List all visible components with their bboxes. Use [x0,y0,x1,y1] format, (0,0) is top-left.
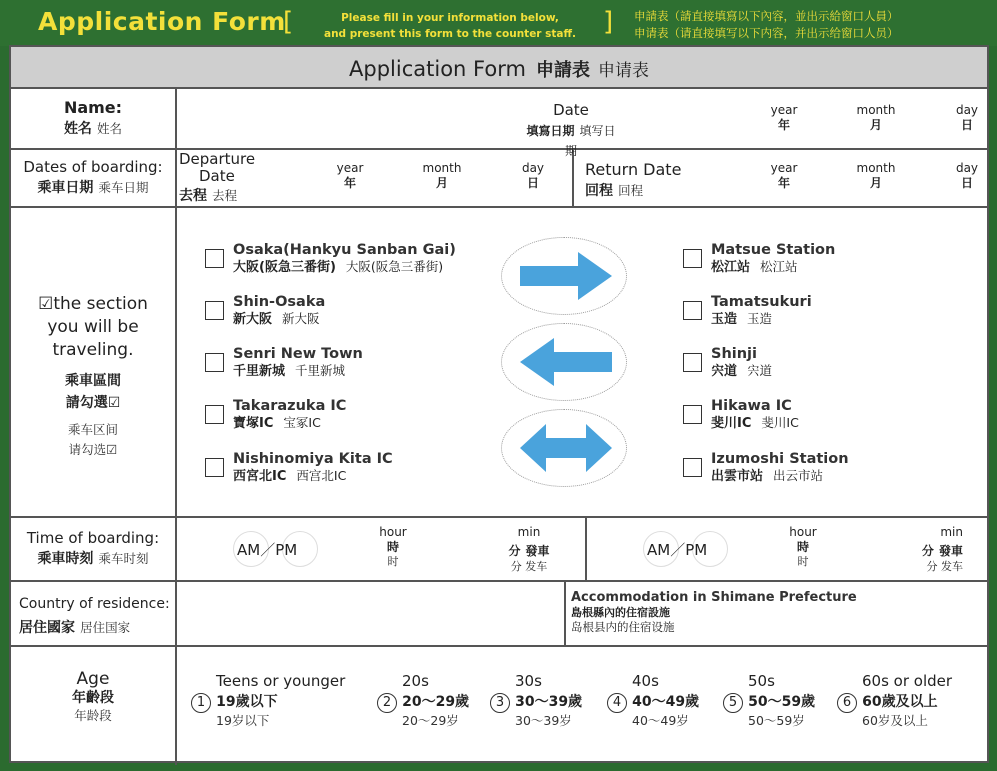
hour-label-zh-simp: 时 [387,555,399,568]
year-label-zh: 年 [777,176,790,190]
date-label-zh-trad: 填寫日期 [526,123,575,138]
route-zh-simp: 斐川IC [761,415,799,431]
return-zh-trad: 回程 [585,183,613,199]
hour-label: hour [379,525,407,539]
checkbox-izumoshi[interactable] [683,458,702,477]
return-day[interactable] [949,161,985,191]
return-min[interactable] [913,525,963,574]
bracket-right: ] [603,7,614,37]
route-zh-simp: 大阪(阪急三番街) [345,259,444,275]
age-label [11,669,175,723]
boarding-dates-label [11,158,175,197]
boarding-dates-zh-trad: 乘車日期 [37,179,94,196]
divider [11,645,987,647]
age-option-5[interactable] [723,672,833,728]
age-option-3[interactable] [490,672,600,728]
route-zh-trad: 松江站 [711,260,751,276]
route-matsue [711,241,835,276]
year-label: year [770,161,798,175]
route-nishinomiya [233,450,393,485]
checkbox-shin-osaka[interactable] [205,301,224,320]
instructions-zh-simp: 申请表（请直接填写以下内容，并出示给窗口人员） [634,26,899,40]
age-option-zh-simp: 20～29岁 [402,712,459,728]
route-zh-trad: 斐川IC [711,416,752,432]
checkbox-takarazuka[interactable] [205,405,224,424]
return-year[interactable] [759,161,809,191]
age-option-number: 5 [723,693,743,713]
year-label: year [770,103,798,117]
age-option-zh-simp: 19岁以下 [216,712,270,728]
route-zh-trad: 玉造 [711,312,738,328]
arrow-right-icon[interactable] [516,250,616,302]
route-name: Osaka(Hankyu Sanban Gai) [233,242,456,258]
checkbox-tamatsukuri[interactable] [683,301,702,320]
route-name: Matsue Station [711,242,836,258]
age-option-en: Teens or younger [216,672,346,690]
month-label-zh: 月 [869,176,882,190]
section-zh-simp2: 请勾选☑ [68,442,118,457]
age-option-zh-trad: 19歲以下 [216,693,278,710]
checkbox-senri[interactable] [205,353,224,372]
year-label: year [336,161,364,175]
instructions-zh-trad: 申請表（請直接填寫以下內容，並出示給窗口人員） [634,9,899,23]
return-ampm[interactable]: AM／PM [647,541,708,559]
time-en: Time of boarding: [26,529,160,547]
departure-year[interactable] [325,161,375,191]
route-name: Tamatsukuri [711,294,812,310]
section-zh-simp1: 乘车区间 [67,422,118,437]
route-tamatsukuri [711,293,812,328]
age-option-6[interactable] [837,672,987,728]
day-label: day [955,103,979,117]
age-option-zh-trad: 40～49歲 [632,693,700,710]
age-option-en: 20s [402,672,429,690]
country-zh-trad: 居住國家 [19,619,75,636]
accommodation-field[interactable] [566,637,987,645]
age-option-en: 50s [748,672,775,690]
checkbox-shinji[interactable] [683,353,702,372]
departure-zh-simp: 去程 [212,188,238,203]
bracket-left: [ [283,7,294,37]
route-izumoshi [711,450,849,485]
age-option-en: 40s [632,672,659,690]
route-zh-trad: 西宮北IC [233,469,287,485]
age-option-number: 4 [607,693,627,713]
arrow-both-icon[interactable] [516,422,616,474]
route-hikawa [711,397,799,432]
divider [11,148,987,150]
name-field[interactable] [177,91,517,148]
age-option-1[interactable] [191,672,361,728]
date-label [521,101,621,160]
hour-label: hour [789,525,817,539]
return-en: Return Date [585,160,682,179]
date-label-zh-simp: 填写日期 [564,123,616,158]
instructions-line1: Please fill in your information below, [341,12,559,24]
checkbox-hikawa[interactable] [683,405,702,424]
header-instructions-zh [634,8,899,42]
min-label: min [940,525,963,539]
route-zh-simp: 宝冢IC [283,415,321,431]
age-option-zh-simp: 50～59岁 [748,712,805,728]
route-name: Shinji [711,346,757,362]
departure-day[interactable] [515,161,551,191]
age-zh-simp: 年龄段 [74,707,112,723]
section-label [11,293,175,460]
accommodation-label [571,590,871,634]
min-label-zh-b: 發車 [938,544,963,558]
date-day[interactable] [949,103,985,133]
departure-min[interactable] [505,525,553,574]
departure-ampm[interactable]: AM／PM [237,541,298,559]
checkbox-osaka[interactable] [205,249,224,268]
country-label [19,596,175,637]
age-option-2[interactable] [377,672,487,728]
date-label-en: Date [553,101,589,119]
time-zh-simp: 乘车时刻 [98,550,149,566]
route-zh-trad: 千里新城 [233,364,286,380]
route-zh-trad: 新大阪 [233,312,273,328]
age-option-4[interactable] [607,672,717,728]
age-option-zh-trad: 30～39歲 [515,693,583,710]
route-zh-trad: 大阪(阪急三番街) [233,260,336,276]
departure-en2: Date [199,167,235,185]
route-shin-osaka [233,293,325,328]
hour-label-zh-trad: 時 [386,540,399,554]
min-label-zh-a: 分 [921,544,934,558]
name-label-zh-trad: 姓名 [63,121,92,137]
age-option-zh-simp: 60岁及以上 [862,712,928,728]
route-name: Hikawa IC [711,398,792,414]
section-en3: traveling. [52,340,134,360]
route-zh-simp: 新大阪 [282,311,320,327]
year-label-zh: 年 [343,176,356,190]
age-en: Age [76,669,110,689]
name-label-zh-simp: 姓名 [97,121,123,136]
instructions-line2: and present this form to the counter staff. [324,28,576,40]
boarding-dates-en: Dates of boarding: [23,158,163,176]
application-form [9,45,989,763]
age-option-zh-trad: 50～59歲 [748,693,816,710]
return-hour[interactable] [783,525,823,569]
section-en1: ☑the section [38,294,148,314]
min-label-zh-b: 發車 [525,544,550,558]
route-shinji [711,345,772,380]
hour-label-zh-simp: 时 [797,555,809,568]
route-name: Takarazuka IC [233,398,347,414]
age-option-zh-simp: 30～39岁 [515,712,572,728]
day-label-zh: 日 [526,176,539,190]
country-zh-simp: 居住国家 [80,619,131,635]
departure-hour[interactable] [373,525,413,569]
age-option-number: 2 [377,693,397,713]
min-label-zh-simp: 分 发车 [926,560,963,573]
day-label-zh: 日 [960,118,973,132]
min-label-zh-a: 分 [508,544,521,558]
form-title-zh-trad: 申請表 [535,60,590,81]
return-label [585,160,705,201]
departure-month[interactable] [414,161,470,191]
age-option-zh-simp: 40～49岁 [632,712,689,728]
arrow-left-icon[interactable] [516,336,616,388]
hour-label-zh-trad: 時 [796,540,809,554]
time-label [11,529,175,568]
departure-en1: Departure [179,150,256,168]
route-zh-simp: 松江站 [760,259,798,275]
accommodation-zh-simp: 岛根县内的住宿设施 [571,620,675,634]
age-option-zh-trad: 60歲及以上 [862,693,938,710]
divider [11,206,987,208]
return-month[interactable] [848,161,904,191]
route-zh-simp: 西宫北IC [296,468,347,484]
header-title: Application Form [38,7,286,36]
country-field[interactable] [177,582,564,645]
country-en: Country of residence: [19,596,170,612]
route-zh-simp: 千里新城 [295,363,346,379]
route-zh-trad: 出雲市站 [711,469,764,485]
route-senri [233,345,363,380]
route-name: Shin-Osaka [233,294,326,310]
route-name: Senri New Town [233,346,363,362]
header-instructions [297,10,603,42]
section-zh-trad1: 乘車區間 [65,373,121,389]
divider [11,516,987,518]
age-option-number: 3 [490,693,510,713]
name-label [11,98,175,139]
name-label-en: Name: [63,98,123,117]
departure-zh-trad: 去程 [179,188,207,204]
age-option-en: 30s [515,672,542,690]
month-label: month [856,161,896,175]
departure-label [179,151,259,206]
min-label-zh-simp: 分 发车 [510,560,548,573]
route-takarazuka [233,397,346,432]
route-osaka [233,241,456,276]
date-month[interactable] [848,103,904,133]
month-label-zh: 月 [869,118,882,132]
section-en2: you will be [47,317,139,337]
age-option-en: 60s or older [862,672,953,690]
route-name: Nishinomiya Kita IC [233,451,393,467]
month-label: month [422,161,462,175]
route-zh-simp: 玉造 [747,311,773,327]
age-option-zh-trad: 20～29歲 [402,693,470,710]
year-label-zh: 年 [777,118,790,132]
day-label-zh: 日 [960,176,973,190]
month-label-zh: 月 [435,176,448,190]
checkbox-nishinomiya[interactable] [205,458,224,477]
age-option-number: 6 [837,693,857,713]
divider [564,580,566,645]
form-title-zh-simp: 申请表 [597,61,649,81]
route-zh-simp: 宍道 [747,363,773,379]
min-label: min [517,525,541,539]
checkbox-matsue[interactable] [683,249,702,268]
time-zh-trad: 乘車時刻 [37,550,94,567]
age-zh-trad: 年齡段 [72,690,114,707]
section-zh-trad2: 請勾選☑ [65,395,121,411]
month-label: month [856,103,896,117]
route-name: Izumoshi Station [711,451,849,467]
divider [175,89,177,765]
form-title [11,47,987,89]
day-label: day [955,161,979,175]
form-title-en: Application Form [349,57,526,81]
divider [585,516,587,580]
day-label: day [521,161,545,175]
route-zh-simp: 出云市站 [773,468,824,484]
route-zh-trad: 寶塚IC [233,416,274,432]
age-option-number: 1 [191,693,211,713]
return-zh-simp: 回程 [618,183,644,198]
date-year[interactable] [759,103,809,133]
route-zh-trad: 宍道 [711,364,738,380]
boarding-dates-zh-simp: 乘车日期 [98,179,149,195]
accommodation-zh-trad: 島根縣內的住宿設施 [571,606,670,620]
accommodation-en: Accommodation in Shimane Prefecture [571,590,857,605]
